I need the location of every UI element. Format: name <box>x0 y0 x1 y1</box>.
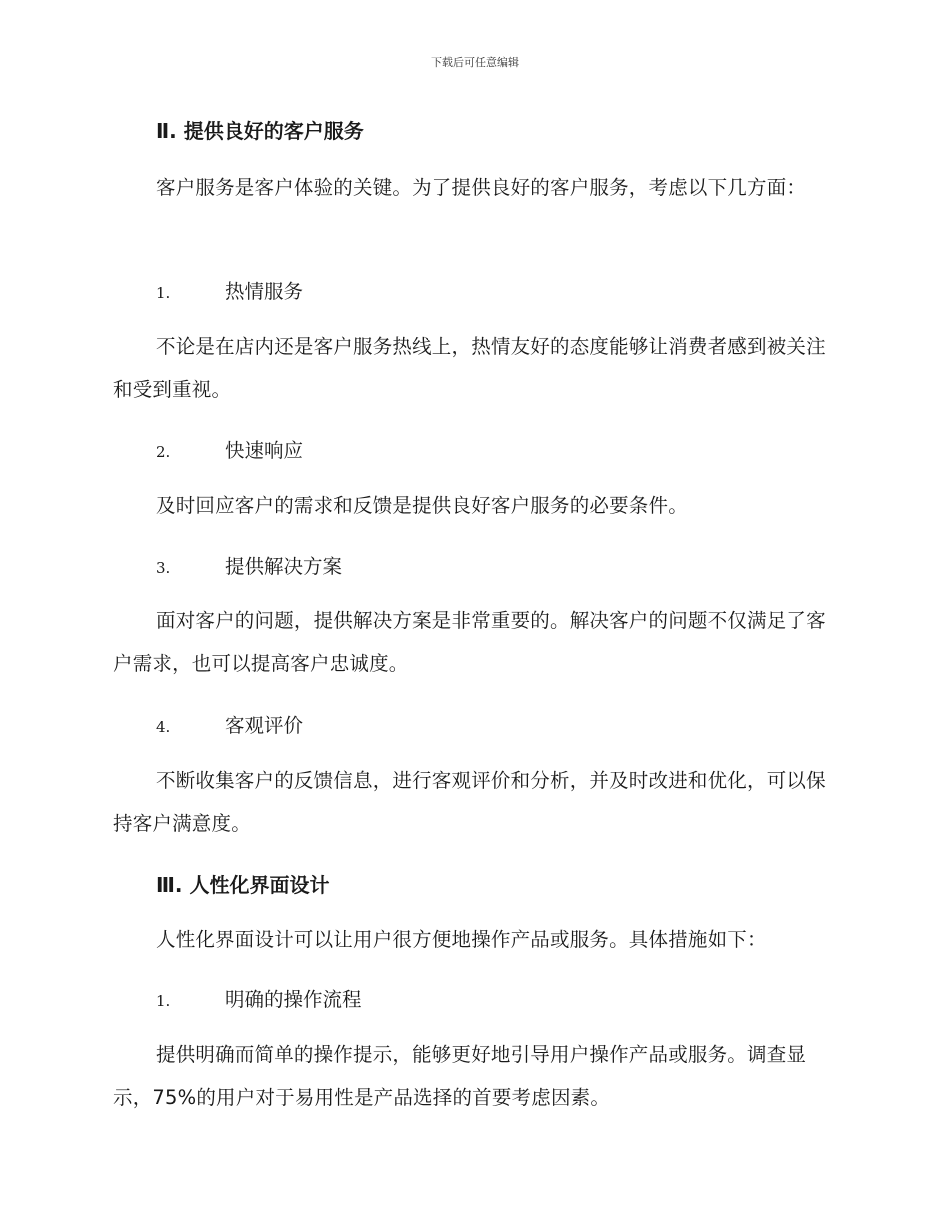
list-number: 2. <box>156 443 171 461</box>
list-title: 客观评价 <box>225 714 304 737</box>
list-item <box>156 435 876 463</box>
list-title: 明确的操作流程 <box>225 988 362 1011</box>
section-3-intro: 人性化界面设计可以让用户很方便地操作产品或服务。具体措施如下： <box>156 928 767 951</box>
list-item <box>156 276 876 304</box>
list-item-text: 面对客户的问题，提供解决方案是非常重要的。解决客户的问题不仅满足了客户需求，也可以提高客户忠诚度。 <box>113 609 826 675</box>
section-heading-2: Ⅱ. 提供良好的客户服务 <box>156 119 364 143</box>
list-item-text: 提供明确而简单的操作提示，能够更好地引导用户操作产品或服务。调查显示，75%的用户对于易用性是产品选择的首要考虑因素。 <box>113 1043 807 1109</box>
list-title: 快速响应 <box>225 439 304 462</box>
list-item <box>156 710 876 738</box>
list-title: 热情服务 <box>225 280 304 303</box>
list-number: 1. <box>156 992 171 1010</box>
section-2-intro: 客户服务是客户体验的关键。为了提供良好的客户服务，考虑以下几方面： <box>156 176 807 199</box>
list-number: 1. <box>156 284 171 302</box>
list-item <box>156 551 876 579</box>
list-number: 3. <box>156 559 171 577</box>
list-title: 提供解决方案 <box>225 555 343 578</box>
list-number: 4. <box>156 718 171 736</box>
page-header: 下载后可任意编辑 <box>431 56 519 69</box>
list-item-text: 不断收集客户的反馈信息，进行客观评价和分析，并及时改进和优化，可以保持客户满意度。 <box>113 769 826 835</box>
section-heading-3: Ⅲ. 人性化界面设计 <box>156 873 330 897</box>
list-item <box>156 984 876 1012</box>
list-item-text: 不论是在店内还是客户服务热线上，热情友好的态度能够让消费者感到被关注和受到重视。 <box>113 335 826 401</box>
list-item-text: 及时回应客户的需求和反馈是提供良好客户服务的必要条件。 <box>156 494 688 517</box>
